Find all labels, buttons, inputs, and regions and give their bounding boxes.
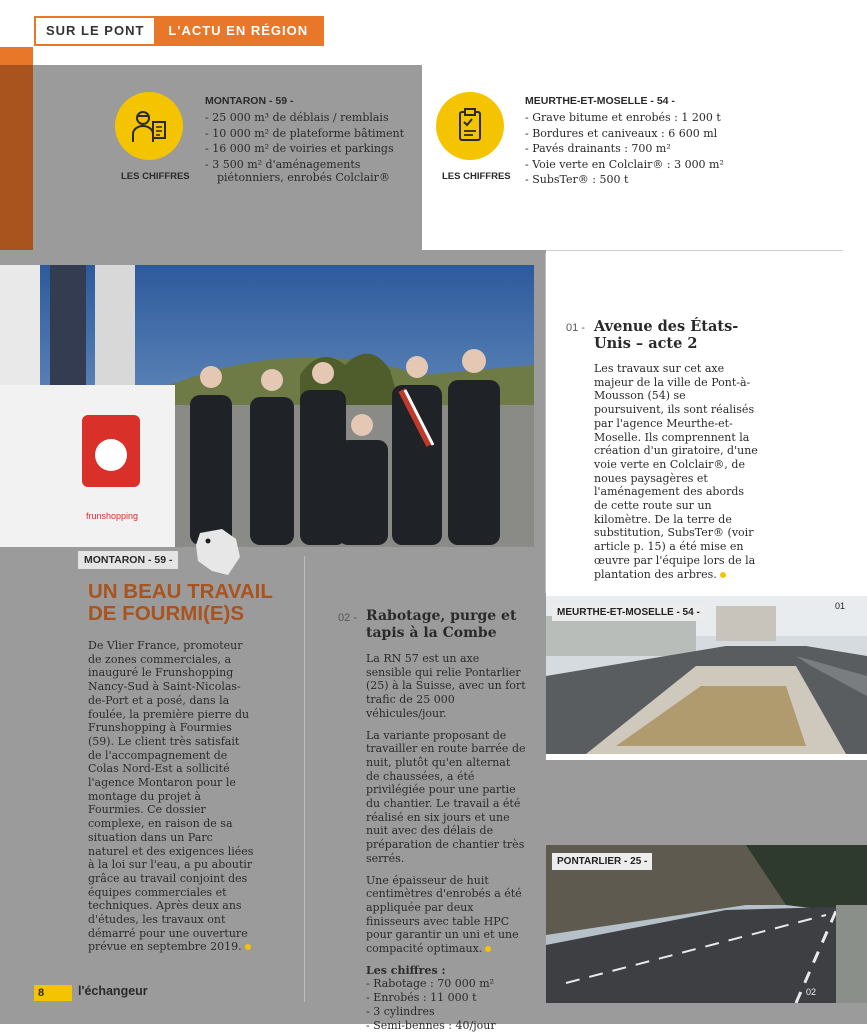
paragraph: La RN 57 est un axe sensible qui relie Pontarlier (25) à la Suisse, avec un fort trafic de 25 000 véhicules/jour.	[366, 652, 526, 720]
category-label: L'ACTU EN RÉGION	[154, 18, 322, 44]
figures-heading: Les chiffres :	[366, 963, 446, 977]
article1-text: Les travaux sur cet axe majeur de la ville de Pont-à-Mousson (54) se poursuivent, ils sont réalisés par l'agence Meurthe-et-Moselle. Ils comprennent la création d'un giratoire, d'une voie verte en Colclair®, de noues paysagères et l'aménagement des abords de cette route sur un kilomètre. De la terre de substitution, SubsTer® (voir article p. 15) a été mise en œuvre par l'équipe lors de la plantation des arbres.	[594, 362, 758, 581]
figures-title: MONTARON - 59 -	[205, 95, 294, 107]
photo-number: 02	[806, 987, 817, 997]
end-dot	[245, 944, 251, 950]
location-tag: MONTARON - 59 -	[78, 551, 178, 569]
figures-list-montaron	[205, 95, 405, 187]
section-header	[34, 16, 324, 46]
column-divider	[304, 556, 305, 1002]
figure-item: - 10 000 m² de plateforme bâtiment	[205, 127, 405, 141]
road-photo-meurthe	[546, 596, 867, 754]
paragraph: La variante proposant de travailler en route barrée de nuit, plutôt qu'en alternat de chaussées, a été privilégiée pour une partie du chantier. Le travail a été réalisé en six jours et une nuit avec des délais de préparation de chantier très serrés.	[366, 728, 526, 865]
road-photo-pontarlier	[546, 845, 867, 1003]
article-number: 01 -	[566, 322, 585, 334]
figure-item: - 3 500 m² d'aménagements piétonniers, enrobés Colclair®	[205, 158, 405, 185]
end-dot	[720, 572, 726, 578]
column-divider	[545, 253, 546, 593]
figure-item: - 16 000 m² de voiries et parkings	[205, 142, 405, 156]
figure-line: - Rabotage : 70 000 m²	[366, 977, 495, 991]
article-title: Avenue des États-Unis – acte 2	[594, 318, 739, 352]
article1-body	[594, 362, 759, 581]
worker-clipboard-icon	[115, 92, 183, 160]
figure-item: - Grave bitume et enrobés : 1 200 t	[525, 111, 825, 125]
article-title: Rabotage, purge et tapis à la Combe	[366, 608, 517, 641]
paragraph: Une épaisseur de huit centimètres d'enrobés a été appliquée par deux finisseurs avec table HPC pour garantir un uni et une compacité optimaux.	[366, 873, 522, 956]
photo-location-tag: MEURTHE-ET-MOSELLE - 54 -	[552, 604, 705, 621]
feature-text: De Vlier France, promoteur de zones commerciales, a inauguré le Frunshopping Nancy-Sud à Saint-Nicolas-de-Port et a posé, dans la foulée, la première pierre du Frunshopping à Fourmies (59). Le client très satisfait de l'accompagnement de Colas Nord-Est a sollicité l'agence Montaron pour le montage du projet à Fourmies. Ce dossier complexe, en raison de sa situation dans un Parc naturel et des exigences liées à la loi sur l'eau, a pu aboutir grâce au travail conjoint des équipes commerciales et techniques. Après deux ans d'études, les travaux ont démarré pour une ouverture prévue en septembre 2019.	[88, 639, 254, 954]
section-label: SUR LE PONT	[36, 18, 154, 44]
figures-title: MEURTHE-ET-MOSELLE - 54 -	[525, 95, 675, 107]
article2-body	[366, 652, 526, 1032]
figure-item: - 25 000 m³ de déblais / remblais	[205, 111, 405, 125]
figure-line: - Enrobés : 11 000 t	[366, 991, 477, 1005]
figures-label: LES CHIFFRES	[121, 171, 190, 182]
figures-list-meurthe	[525, 95, 825, 189]
figure-item: - Bordures et caniveaux : 6 600 ml	[525, 127, 825, 141]
brown-accent-bar	[0, 65, 33, 250]
figure-line: - 3 cylindres	[366, 1004, 435, 1018]
article-number: 02 -	[338, 612, 357, 624]
end-dot	[485, 946, 491, 952]
orange-accent	[0, 47, 33, 65]
figure-item: - SubsTer® : 500 t	[525, 173, 825, 187]
figure-item: - Pavés drainants : 700 m²	[525, 142, 825, 156]
ceremony-photo	[0, 265, 534, 547]
figure-item: - Voie verte en Colclair® : 3 000 m²	[525, 158, 825, 172]
page-number: 8	[34, 985, 72, 1001]
photo-number: 01	[834, 601, 845, 611]
photo-location-tag: PONTARLIER - 25 -	[552, 853, 652, 870]
feature-body	[88, 639, 256, 954]
magazine-name: l'échangeur	[78, 984, 148, 998]
feature-headline: UN BEAU TRAVAIL DE FOURMI(E)S	[88, 580, 273, 625]
figure-line: - Semi-bennes : 40/jour	[366, 1018, 496, 1032]
checklist-icon	[436, 92, 504, 160]
sign-text: frunshopping	[86, 511, 139, 521]
region-map-icon	[192, 527, 244, 583]
figures-label: LES CHIFFRES	[442, 171, 511, 182]
